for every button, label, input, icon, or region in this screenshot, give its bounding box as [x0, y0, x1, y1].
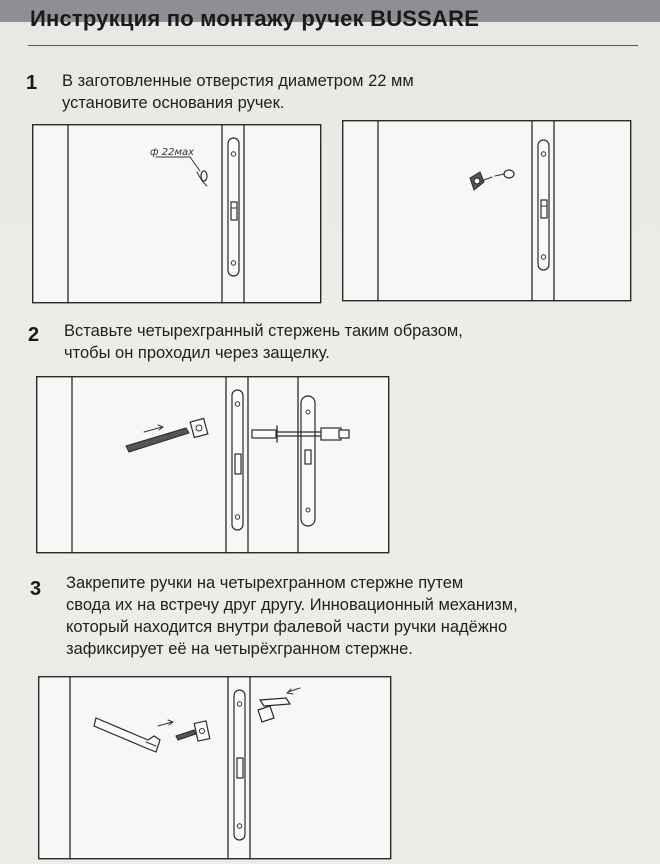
step-3-figure-handles [38, 676, 398, 862]
step-3-number: 3 [30, 578, 42, 600]
title-divider [28, 45, 638, 46]
step-2-text [64, 320, 463, 364]
step-2-figure-spindle [36, 376, 396, 556]
step-1-figure-base [342, 120, 634, 304]
step-3-text [66, 572, 518, 660]
step-1-figure-drill [32, 124, 332, 308]
step-2-line-1: Вставьте четырехгранный стержень таким образом, [64, 322, 463, 340]
step-3-line-3: который находится внутри фалевой части ручки надёжно [66, 618, 508, 636]
step-1-line-2: установите основания ручек. [62, 94, 285, 112]
hole-diameter-label: ф 22мах [150, 147, 195, 158]
step-1-number: 1 [26, 72, 38, 94]
step-2-number: 2 [28, 324, 40, 346]
step-3-line-4: зафиксирует её на четырёхгранном стержне. [66, 640, 413, 658]
page-title: Инструкция по монтажу ручек BUSSARE [30, 6, 480, 31]
step-1-line-1: В заготовленные отверстия диаметром 22 мм [62, 72, 414, 90]
step-2-line-2: чтобы он проходил через защелку. [64, 344, 330, 362]
step-3-line-1: Закрепите ручки на четырехгранном стержне путем [66, 574, 464, 592]
step-3-line-2: свода их на встречу друг другу. Инновационный механизм, [66, 596, 518, 614]
step-1-text [62, 70, 414, 114]
